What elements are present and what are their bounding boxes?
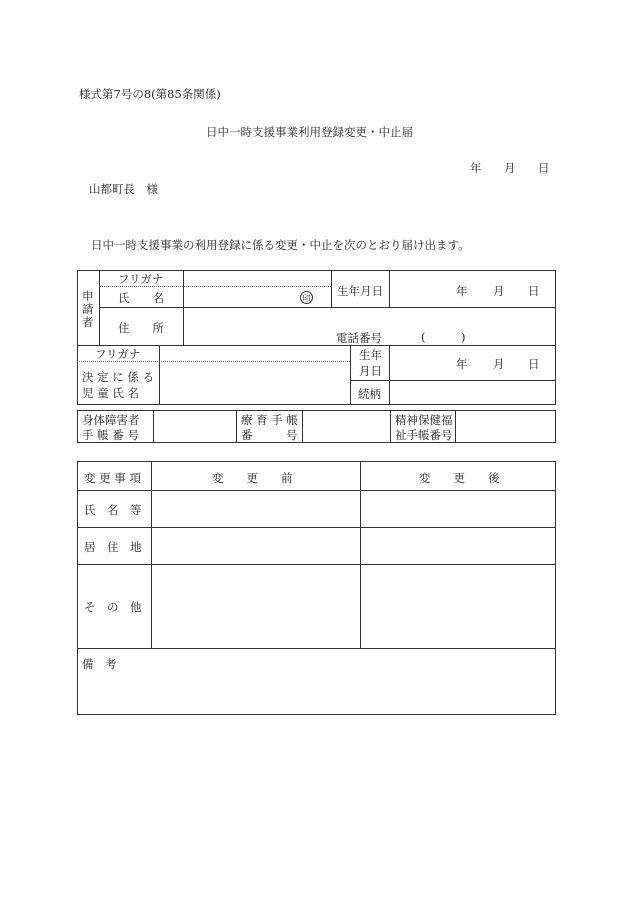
child-birth-label-2: 月日 <box>359 364 382 378</box>
mental-label-2: 祉手帳番号 <box>395 428 453 442</box>
statement: 日中一時支援事業の利用登録に係る変更・中止を次のとおり届け出ます。 <box>91 238 470 252</box>
disability-label-2: 手 帳 番 号 <box>82 428 139 442</box>
addressee: 山都町長 様 <box>89 182 158 196</box>
col-after: 変 更 後 <box>419 471 500 485</box>
ryoiku-label-1: 療 育 手 帳 <box>241 413 298 427</box>
handbook-table <box>77 410 556 443</box>
child-furigana-label: フリガナ <box>95 347 141 361</box>
phone-open-paren: ( <box>421 330 426 344</box>
child-relation-label: 続柄 <box>358 387 381 401</box>
applicant-birth-month: 月 <box>493 284 505 298</box>
child-birth-year: 年 <box>456 357 468 371</box>
disability-label-1: 身体障害者 <box>82 413 140 427</box>
child-birth-day: 日 <box>528 357 540 371</box>
form-number: 様式第7号の8(第85条関係) <box>79 87 221 101</box>
mental-label-1: 精神保健福 <box>395 413 453 427</box>
applicant-phone-label: 電話番号 <box>336 331 382 345</box>
row-name-label: 氏 名 等 <box>84 503 142 517</box>
ryoiku-label-2a: 番 <box>241 428 253 442</box>
applicant-furigana-label: フリガナ <box>118 272 164 286</box>
applicant-birth-day: 日 <box>528 284 540 298</box>
applicant-name-label: 氏 名 <box>118 291 164 305</box>
seal-mark: 印 <box>300 291 313 304</box>
date-day-label: 日 <box>538 161 550 175</box>
col-change-item: 変 更 事 項 <box>84 471 141 485</box>
date-month-label: 月 <box>504 161 516 175</box>
changes-table <box>77 461 556 715</box>
ryoiku-label-2b: 号 <box>286 428 298 442</box>
child-name-label-2: 児 童 氏 名 <box>82 386 139 400</box>
phone-close-paren: ) <box>461 330 466 344</box>
child-birth-month: 月 <box>493 357 505 371</box>
form-title: 日中一時支援事業利用登録変更・中止届 <box>206 125 413 139</box>
applicant-birth-year: 年 <box>456 284 468 298</box>
date-year-label: 年 <box>470 161 482 175</box>
remarks-label: 備 考 <box>82 657 117 671</box>
child-name-label-1: 決 定 に 係 る <box>82 370 155 384</box>
applicant-address-label: 住 所 <box>118 321 164 335</box>
child-birth-label-1: 生年 <box>359 348 382 362</box>
row-other-label: そ の 他 <box>84 600 142 614</box>
applicant-birthdate-label: 生年月日 <box>337 284 383 298</box>
row-residence-label: 居 住 地 <box>84 540 142 554</box>
col-before: 変 更 前 <box>212 471 293 485</box>
applicant-section-label: 申 請 者 <box>82 289 94 329</box>
